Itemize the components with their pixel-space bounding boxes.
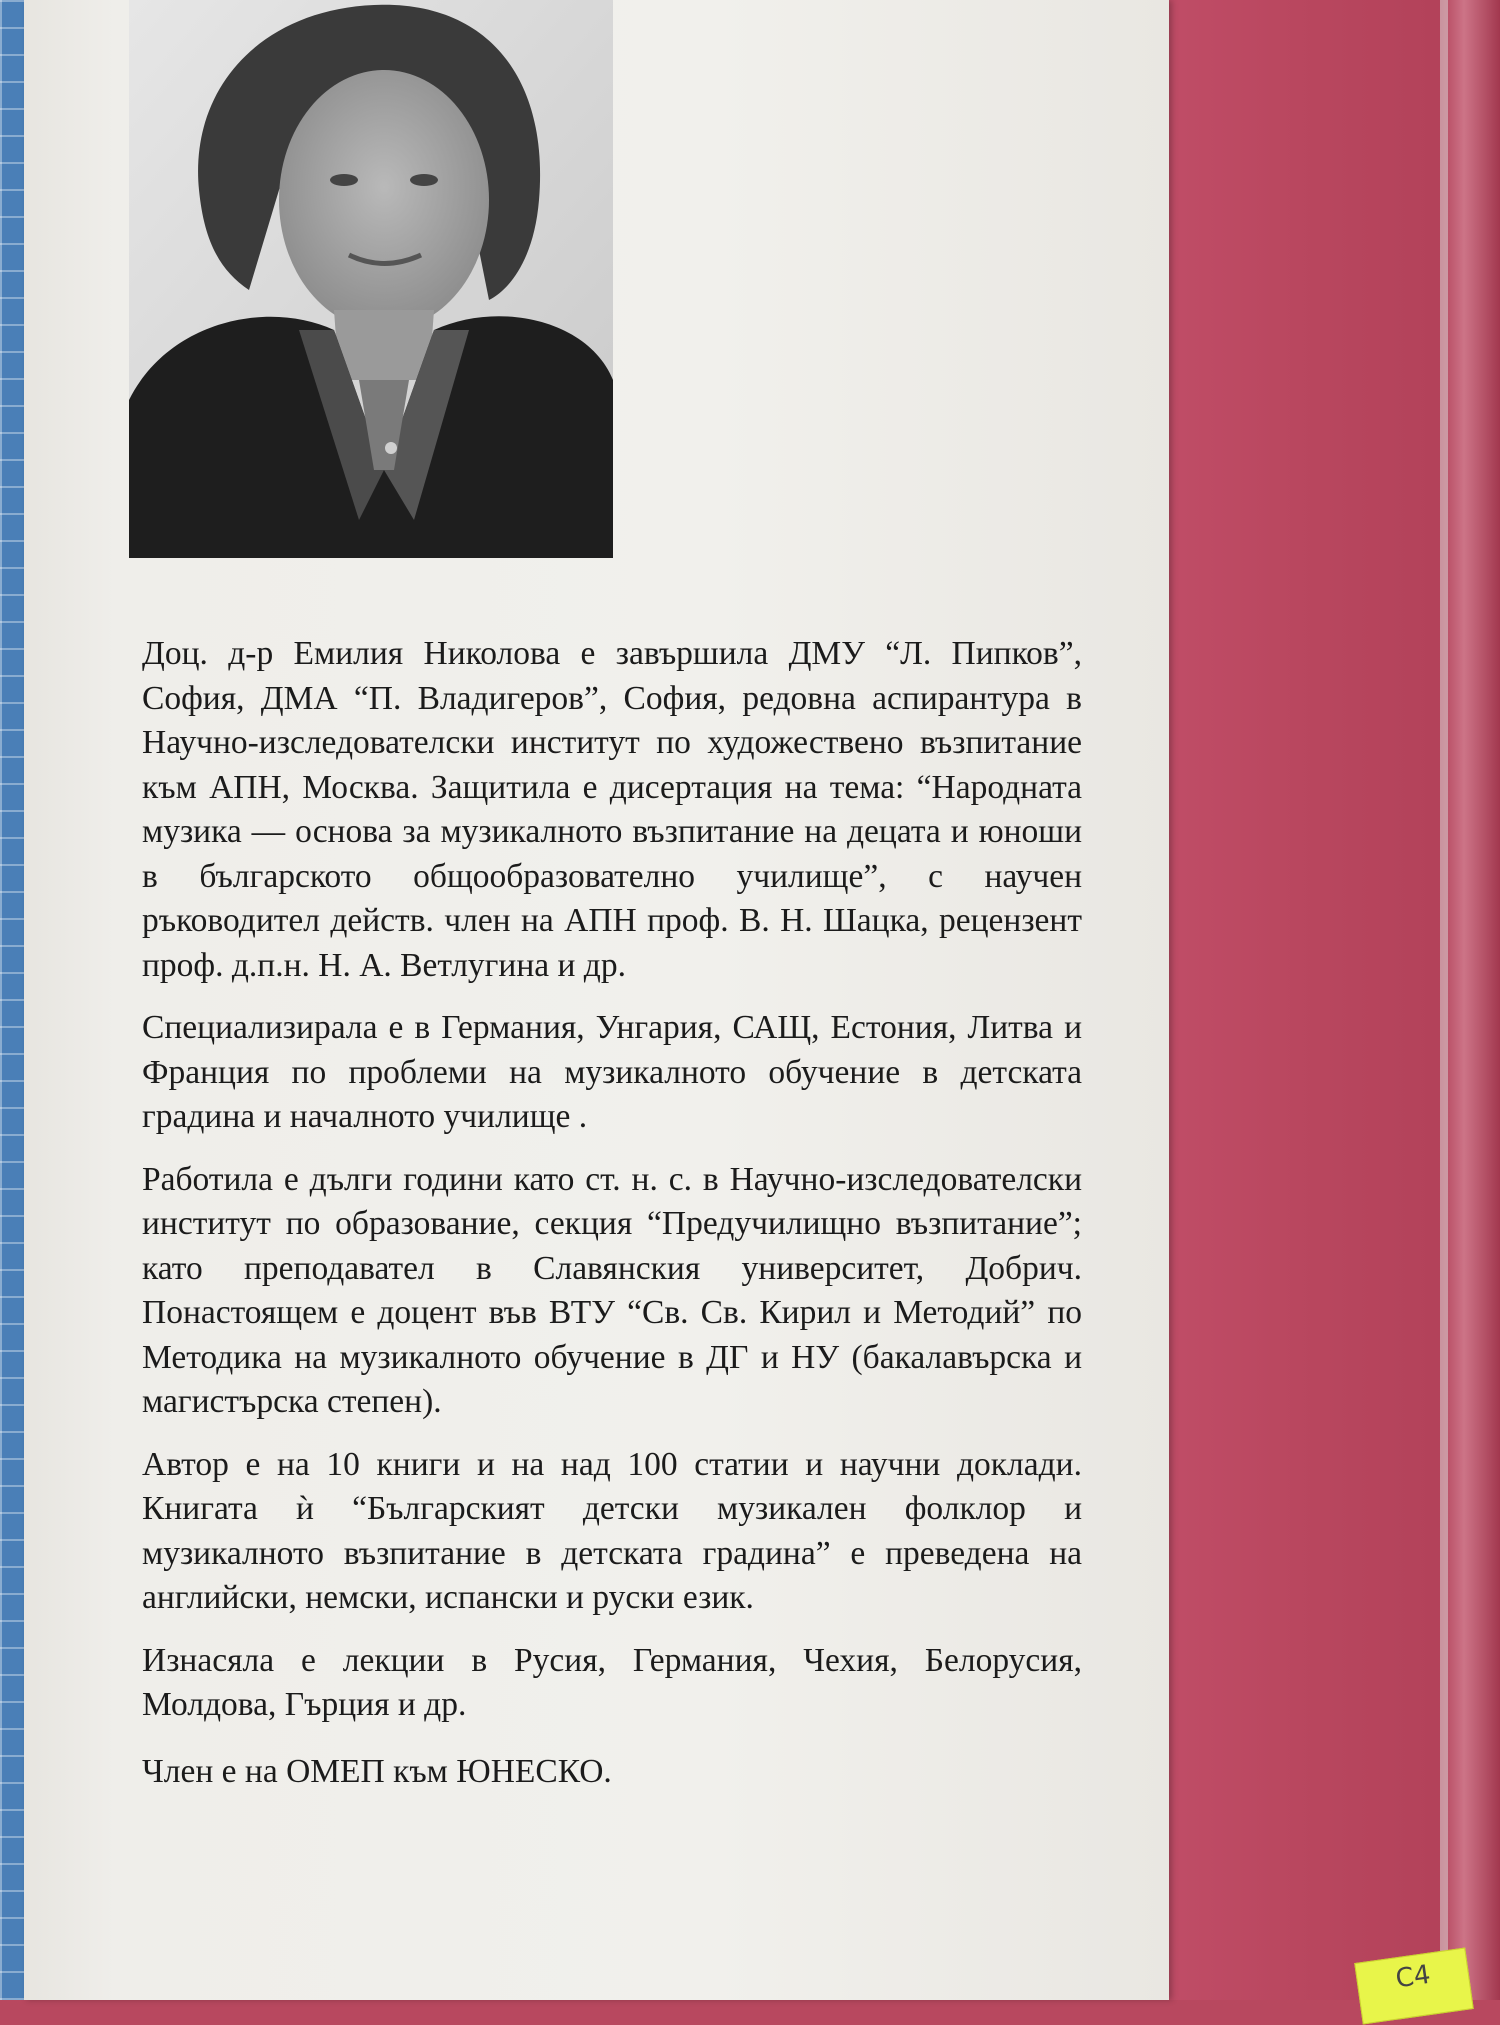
portrait-photo-icon bbox=[129, 0, 613, 558]
bio-paragraph-publications: Автор е на 10 книги и на над 100 статии и научни доклади. Книгата ѝ “Българският детски музикален фолклор и музикалното възпитание в детската градина” е преведена на английски, немски, испански и руски език. bbox=[142, 1445, 1082, 1616]
author-biography bbox=[142, 632, 1082, 1812]
bio-paragraph-career: Работила е дълги години като ст. н. с. в Научно-изследователски институт по образование, секция “Предучилищно възпитание”; като преподавател в Славянския университет, Добрич. Понастоящем е доцент във ВТУ “Св. Св. Кирил и Методий” по Методика на музикалното обучение в ДГ и НУ (бакалавърска и магистърска степен). bbox=[142, 1160, 1082, 1420]
bio-paragraph-education: Доц. д-р Емилия Николова е завършила ДМУ “Л. Пипков”, София, ДМА “П. Владигеров”, София, редовна аспирантура в Научно-изследователски институт по художествено възпитание към АПН, Москва. Защитила е дисертация на тема: “Народната музика — основа за музикалното възпитание на децата и юноши в българското общообразователно училище”, с научен ръководител действ. член на АПН проф. В. Н. Шацка, рецензент проф. д.п.н. Н. А. Ветлугина и др. bbox=[142, 635, 1082, 984]
bio-paragraph-lectures: Изнасяла е лекции в Русия, Германия, Чехия, Белорусия, Молдова, Гърция и др. bbox=[142, 1641, 1082, 1723]
cover-edge-highlight bbox=[1440, 0, 1500, 2000]
sticky-note-label: С4 bbox=[1393, 1959, 1433, 1995]
portrait-photo bbox=[129, 0, 613, 558]
bio-paragraph-specialization: Специализирала е в Германия, Унгария, САЩ, Естония, Литва и Франция по проблеми на музикалното обучение в детската градина и началното училище . bbox=[142, 1009, 1082, 1135]
book-page bbox=[24, 0, 1169, 2000]
page-edge bbox=[1440, 0, 1448, 2000]
bio-paragraph-membership: Член е на ОМЕП към ЮНЕСКО. bbox=[142, 1752, 612, 1790]
